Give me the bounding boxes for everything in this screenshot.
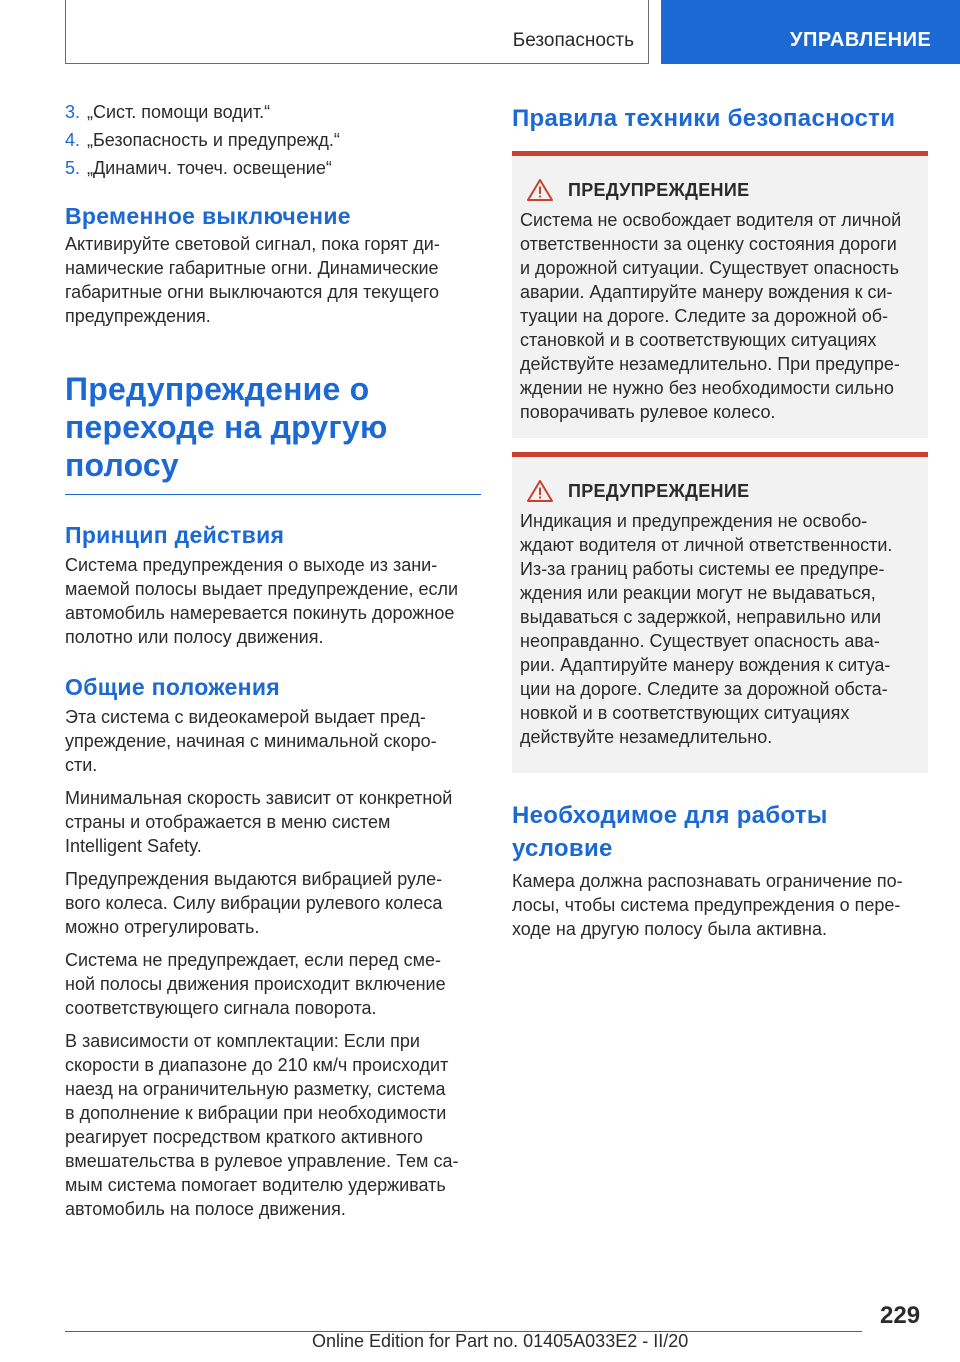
warning-box [512, 452, 928, 773]
general-paragraph-5: В зависимости от комплектации: Если при скорости в диапазоне до 210 км/ч происходит наезд на ограничительную разметку, система в дополнение к вибрации при необходимости реагирует посредством краткого активного вмешательства в рулевое управление. Тем са- мым система помогает водителю удерживать автомобиль на полосе движения. [65, 1031, 459, 1219]
list-number: 4. [65, 130, 81, 150]
warning-label: ПРЕДУПРЕЖДЕНИЕ [568, 480, 750, 501]
warning-label: ПРЕДУПРЕЖДЕНИЕ [568, 179, 750, 200]
right-column [512, 100, 928, 941]
list-item [65, 156, 481, 180]
general-heading: Общие положения [65, 674, 280, 700]
list-number: 3. [65, 102, 81, 122]
principle-heading: Принцип действия [65, 522, 285, 548]
condition-paragraph: Камера должна распознавать ограничение по- лосы, чтобы система предупреждения о пере- ходе на другую полосу была активна. [512, 871, 903, 939]
left-column [65, 100, 481, 1221]
title-divider [65, 494, 481, 495]
list-text: „Безопасность и предупрежд.“ [87, 130, 340, 150]
general-paragraph-4: Система не предупреждает, если перед сме- ной полосы движения происходит включение соответствующего сигнала поворота. [65, 950, 446, 1018]
warning-text: Система не освобождает водителя от личной ответственности за оценку состояния дороги и дорожной ситуации. Существует опасность аварии. Адаптируйте манеру вождения к си- туации на дороге. Следите за дорожной об- становкой и в соответствующих ситуациях действуйте незамедлительно. При предупре- ждении не нужно без необходимости сильно поворачивать рулевое колесо. [520, 210, 902, 422]
warning-box [512, 151, 928, 438]
warning-header [526, 178, 920, 202]
header-section-label: Безопасность [512, 30, 634, 51]
general-paragraph-1: Эта система с видеокамерой выдает пред- упреждение, начиная с минимальной скоро- сти. [65, 707, 437, 775]
list-item [65, 100, 481, 124]
general-paragraph-3: Предупреждения выдаются вибрацией руле- вого колеса. Силу вибрации рулевого колеса можно отрегулировать. [65, 869, 443, 937]
condition-heading: Необходимое для работы условие [512, 802, 828, 862]
header-chapter-tab [661, 0, 960, 64]
general-paragraph-2: Минимальная скорость зависит от конкретной страны и отображается в меню систем Intelligent Safety. [65, 788, 453, 856]
list-item [65, 128, 481, 152]
warning-header [526, 479, 920, 503]
page-title: Предупреждение о переходе на другую полосу [65, 371, 388, 483]
list-text: „Сист. помощи водит.“ [87, 102, 271, 122]
page-number: 229 [880, 1302, 921, 1329]
warning-triangle-icon [526, 178, 554, 202]
list-number: 5. [65, 158, 81, 178]
menu-path-list [65, 100, 481, 180]
list-text: „Динамич. точеч. освещение“ [87, 158, 332, 178]
temp-off-heading: Временное выключение [65, 203, 351, 229]
warning-text: Индикация и предупреждения не освобо- ждают водителя от личной ответственности. Из-за границ работы системы ее предупре- ждения или реакции могут не выдаваться, выдаваться с задержкой, неправильно или неоправданно. Существует опасность ава- рии. Адаптируйте манеру вождения к ситуа- ции на дороге. Следите за дорожной обста- новкой и в соответствующих ситуациях действуйте незамедлительно. [520, 511, 893, 747]
principle-paragraph: Система предупреждения о выходе из зани- маемой полосы выдает предупреждение, если автомобиль намеревается покинуть дорожное полотно или полосу движения. [65, 555, 459, 647]
temp-off-paragraph: Активируйте световой сигнал, пока горят ди- намические габаритные огни. Динамические габаритные огни выключаются для текущего предупреждения. [65, 234, 440, 326]
warning-triangle-icon [526, 479, 554, 503]
header-chapter-label: УПРАВЛЕНИЕ [790, 29, 932, 51]
edition-note: Online Edition for Part no. 01405A033E2 - II/20 [312, 1331, 689, 1351]
safety-rules-heading: Правила техники безопасности [512, 105, 896, 132]
header-section-tab [65, 0, 649, 64]
